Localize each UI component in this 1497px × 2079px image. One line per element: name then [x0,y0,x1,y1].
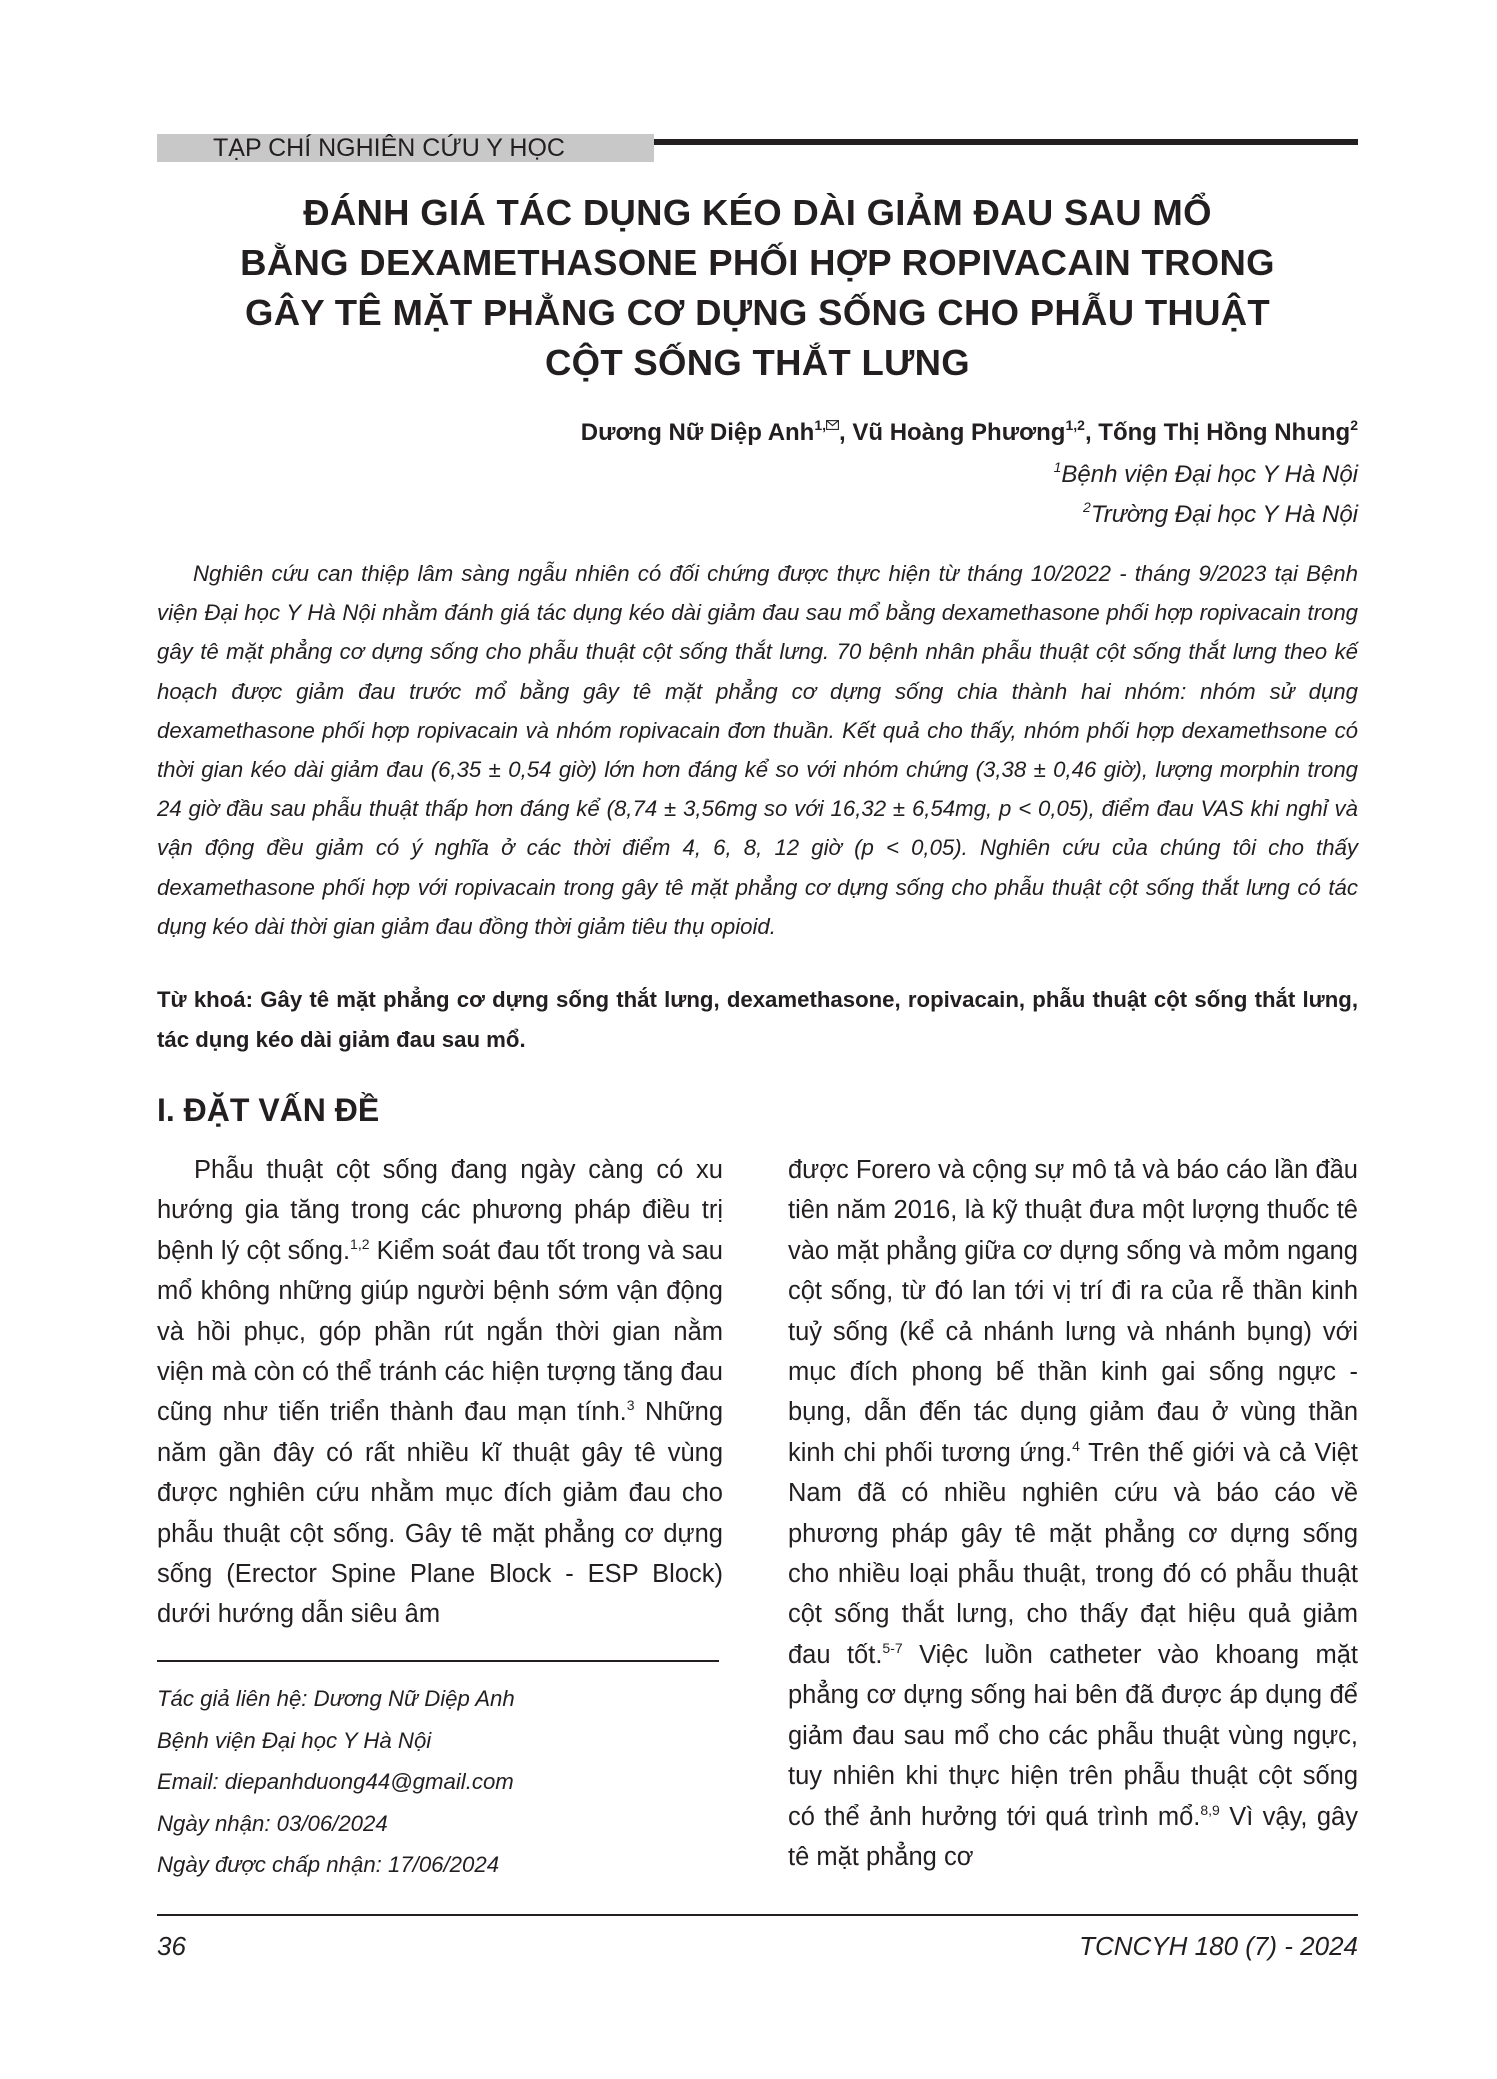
body-text: Việc luồn catheter vào khoang mặt phẳng cơ dựng sống hai bên đã được áp dụng để giảm đau sau mổ cho các phẫu thuật vùng ngực, tuy nhiên khi thực hiện trên phẫu thuật cột sống có thể ảnh hưởng tới quá trình mổ. [788,1640,1358,1831]
citation: 1,2 [350,1235,370,1252]
body-text: Trên thế giới và cả Việt Nam đã có nhiều nghiên cứu và báo cáo về phương pháp gây tê mặt phẳng cơ dựng sống cho nhiều loại phẫu thuật, trong đó có phẫu thuật cột sống thắt lưng, cho thấy đạt hiệu quả giảm đau tốt. [788,1438,1359,1669]
article-title [157,188,1358,388]
affiliation [1054,452,1358,490]
body-text: Vì vậy, gây tê mặt phẳng cơ [788,1802,1358,1871]
title-line: BẰNG DEXAMETHASONE PHỐI HỢP ROPIVACAIN TRONG [240,242,1275,283]
citation: 5-7 [882,1639,903,1656]
body-text: Phẫu thuật cột sống đang ngày càng có xu hướng gia tăng trong các phương pháp điều trị bệnh lý cột sống. [157,1156,723,1265]
body-column-left [157,1150,723,1635]
footnote-accepted-date: Ngày được chấp nhận: 17/06/2024 [157,1852,500,1877]
citation: 3 [626,1397,635,1414]
footnote-received-date: Ngày nhận: 03/06/2024 [157,1810,388,1836]
footer-rule [157,1914,1358,1916]
footnotes [157,1678,723,1886]
body-text: Kiểm soát đau tốt trong và sau mổ không những giúp người bệnh sớm vận động và hồi phục, góp phần rút ngắn thời gian nằm viện mà còn có thể tránh các hiện tượng tăng đau cũng như tiến triển thành đau mạn tính. [157,1236,723,1427]
footnote-institution: Bệnh viện Đại học Y Hà Nội [157,1727,432,1753]
citation: 8,9 [1200,1801,1220,1818]
abstract: Nghiên cứu can thiệp lâm sàng ngẫu nhiên có đối chứng được thực hiện từ tháng 10/2022 - tháng 9/2023 tại Bệnh viện Đại học Y Hà Nội nhằm đánh giá tác dụng kéo dài giảm đau sau mổ bằng dexamethasone phối hợp ropivacain trong gây tê mặt phẳng cơ dựng sống cho phẫu thuật cột sống thắt lưng. 70 bệnh nhân phẫu thuật cột sống thắt lưng theo kế hoạch được giảm đau trước mổ bằng gây tê mặt phẳng cơ dựng sống chia thành hai nhóm: nhóm sử dụng dexamethasone phối hợp ropivacain và nhóm ropivacain đơn thuần. Kết quả cho thấy, nhóm phối hợp dexamethsone có thời gian kéo dài giảm đau (6,35 ± 0,54 giờ) lớn hơn đáng kể so với nhóm chứng (3,38 ± 0,46 giờ), lượng morphin trong 24 giờ đầu sau phẫu thuật thấp hơn đáng kể (8,74 ± 3,56mg so với 16,32 ± 6,54mg, p < 0,05), điểm đau VAS khi nghỉ và vận động đều giảm có ý nghĩa ở các thời điểm 4, 6, 8, 12 giờ (p < 0,05). Nghiên cứu của chúng tôi cho thấy dexamethasone phối hợp với ropivacain trong gây tê mặt phẳng cơ dựng sống cho phẫu thuật cột sống thắt lưng có tác dụng kéo dài thời gian giảm đau đồng thời giảm tiêu thụ opioid. [157,561,1358,939]
author-list [581,410,1358,448]
header-rule [654,139,1358,145]
section-heading: I. ĐẶT VẤN ĐỀ [157,1092,380,1128]
journal-name-tag: TẠP CHÍ NGHIÊN CỨU Y HỌC [157,134,654,162]
author-affiliation-mark: 1, [814,417,839,433]
title-line: ĐÁNH GIÁ TÁC DỤNG KÉO DÀI GIẢM ĐAU SAU MỔ [303,192,1212,233]
title-line: CỘT SỐNG THẮT LƯNG [545,342,970,383]
journal-issue: TCNCYH 180 (7) - 2024 [1079,1931,1358,1961]
affiliation [1083,492,1358,530]
citation: 4 [1072,1437,1080,1454]
footnote-rule [157,1660,719,1662]
author-name: Vũ Hoàng Phương [852,419,1066,446]
footnote-email: Email: diepanhduong44@gmail.com [157,1769,514,1794]
envelope-icon [826,420,839,430]
author-name: Tống Thị Hồng Nhung [1098,419,1351,446]
keywords: Từ khoá: Gây tê mặt phẳng cơ dựng sống thắt lưng, dexamethasone, ropivacain, phẫu thuật cột sống thắt lưng, tác dụng kéo dài giảm đau sau mổ. [157,987,1358,1052]
author-affiliation-mark: 2 [1350,417,1358,433]
author-affiliation-mark: 1,2 [1065,417,1085,433]
affiliation-number: 2 [1083,499,1091,515]
affiliation-text: Bệnh viện Đại học Y Hà Nội [1061,461,1358,488]
page-number: 36 [157,1931,186,1961]
body-text: Những năm gần đây có rất nhiều kĩ thuật gây tê vùng được nghiên cứu nhằm mục đích giảm đau cho phẫu thuật cột sống. Gây tê mặt phẳng cơ dựng sống (Erector Spine Plane Block - ESP Block) dưới hướng dẫn siêu âm [157,1398,724,1629]
body-column-right [788,1150,1358,1877]
footnote-corresponding-author: Tác giả liên hệ: Dương Nữ Diệp Anh [157,1686,515,1711]
author-separator: , [1084,419,1099,446]
author-separator: , [839,419,853,446]
affiliation-text: Trường Đại học Y Hà Nội [1090,501,1358,528]
author-name: Dương Nữ Diệp Anh [580,419,815,446]
body-text: được Forero và cộng sự mô tả và báo cáo lần đầu tiên năm 2016, là kỹ thuật đưa một lượng thuốc tê vào mặt phẳng giữa cơ dựng sống và mỏm ngang cột sống, từ đó lan tới vị trí đi ra của rễ thần kinh tuỷ sống (kể cả nhánh lưng và nhánh bụng) với mục đích phong bế thần kinh gai sống ngực - bụng, dẫn đến tác dụng giảm đau ở vùng thần kinh chi phối tương ứng. [788,1156,1358,1467]
affiliation-number: 1 [1053,459,1062,475]
title-line: GÂY TÊ MẶT PHẲNG CƠ DỰNG SỐNG CHO PHẪU THUẬT [245,292,1270,333]
